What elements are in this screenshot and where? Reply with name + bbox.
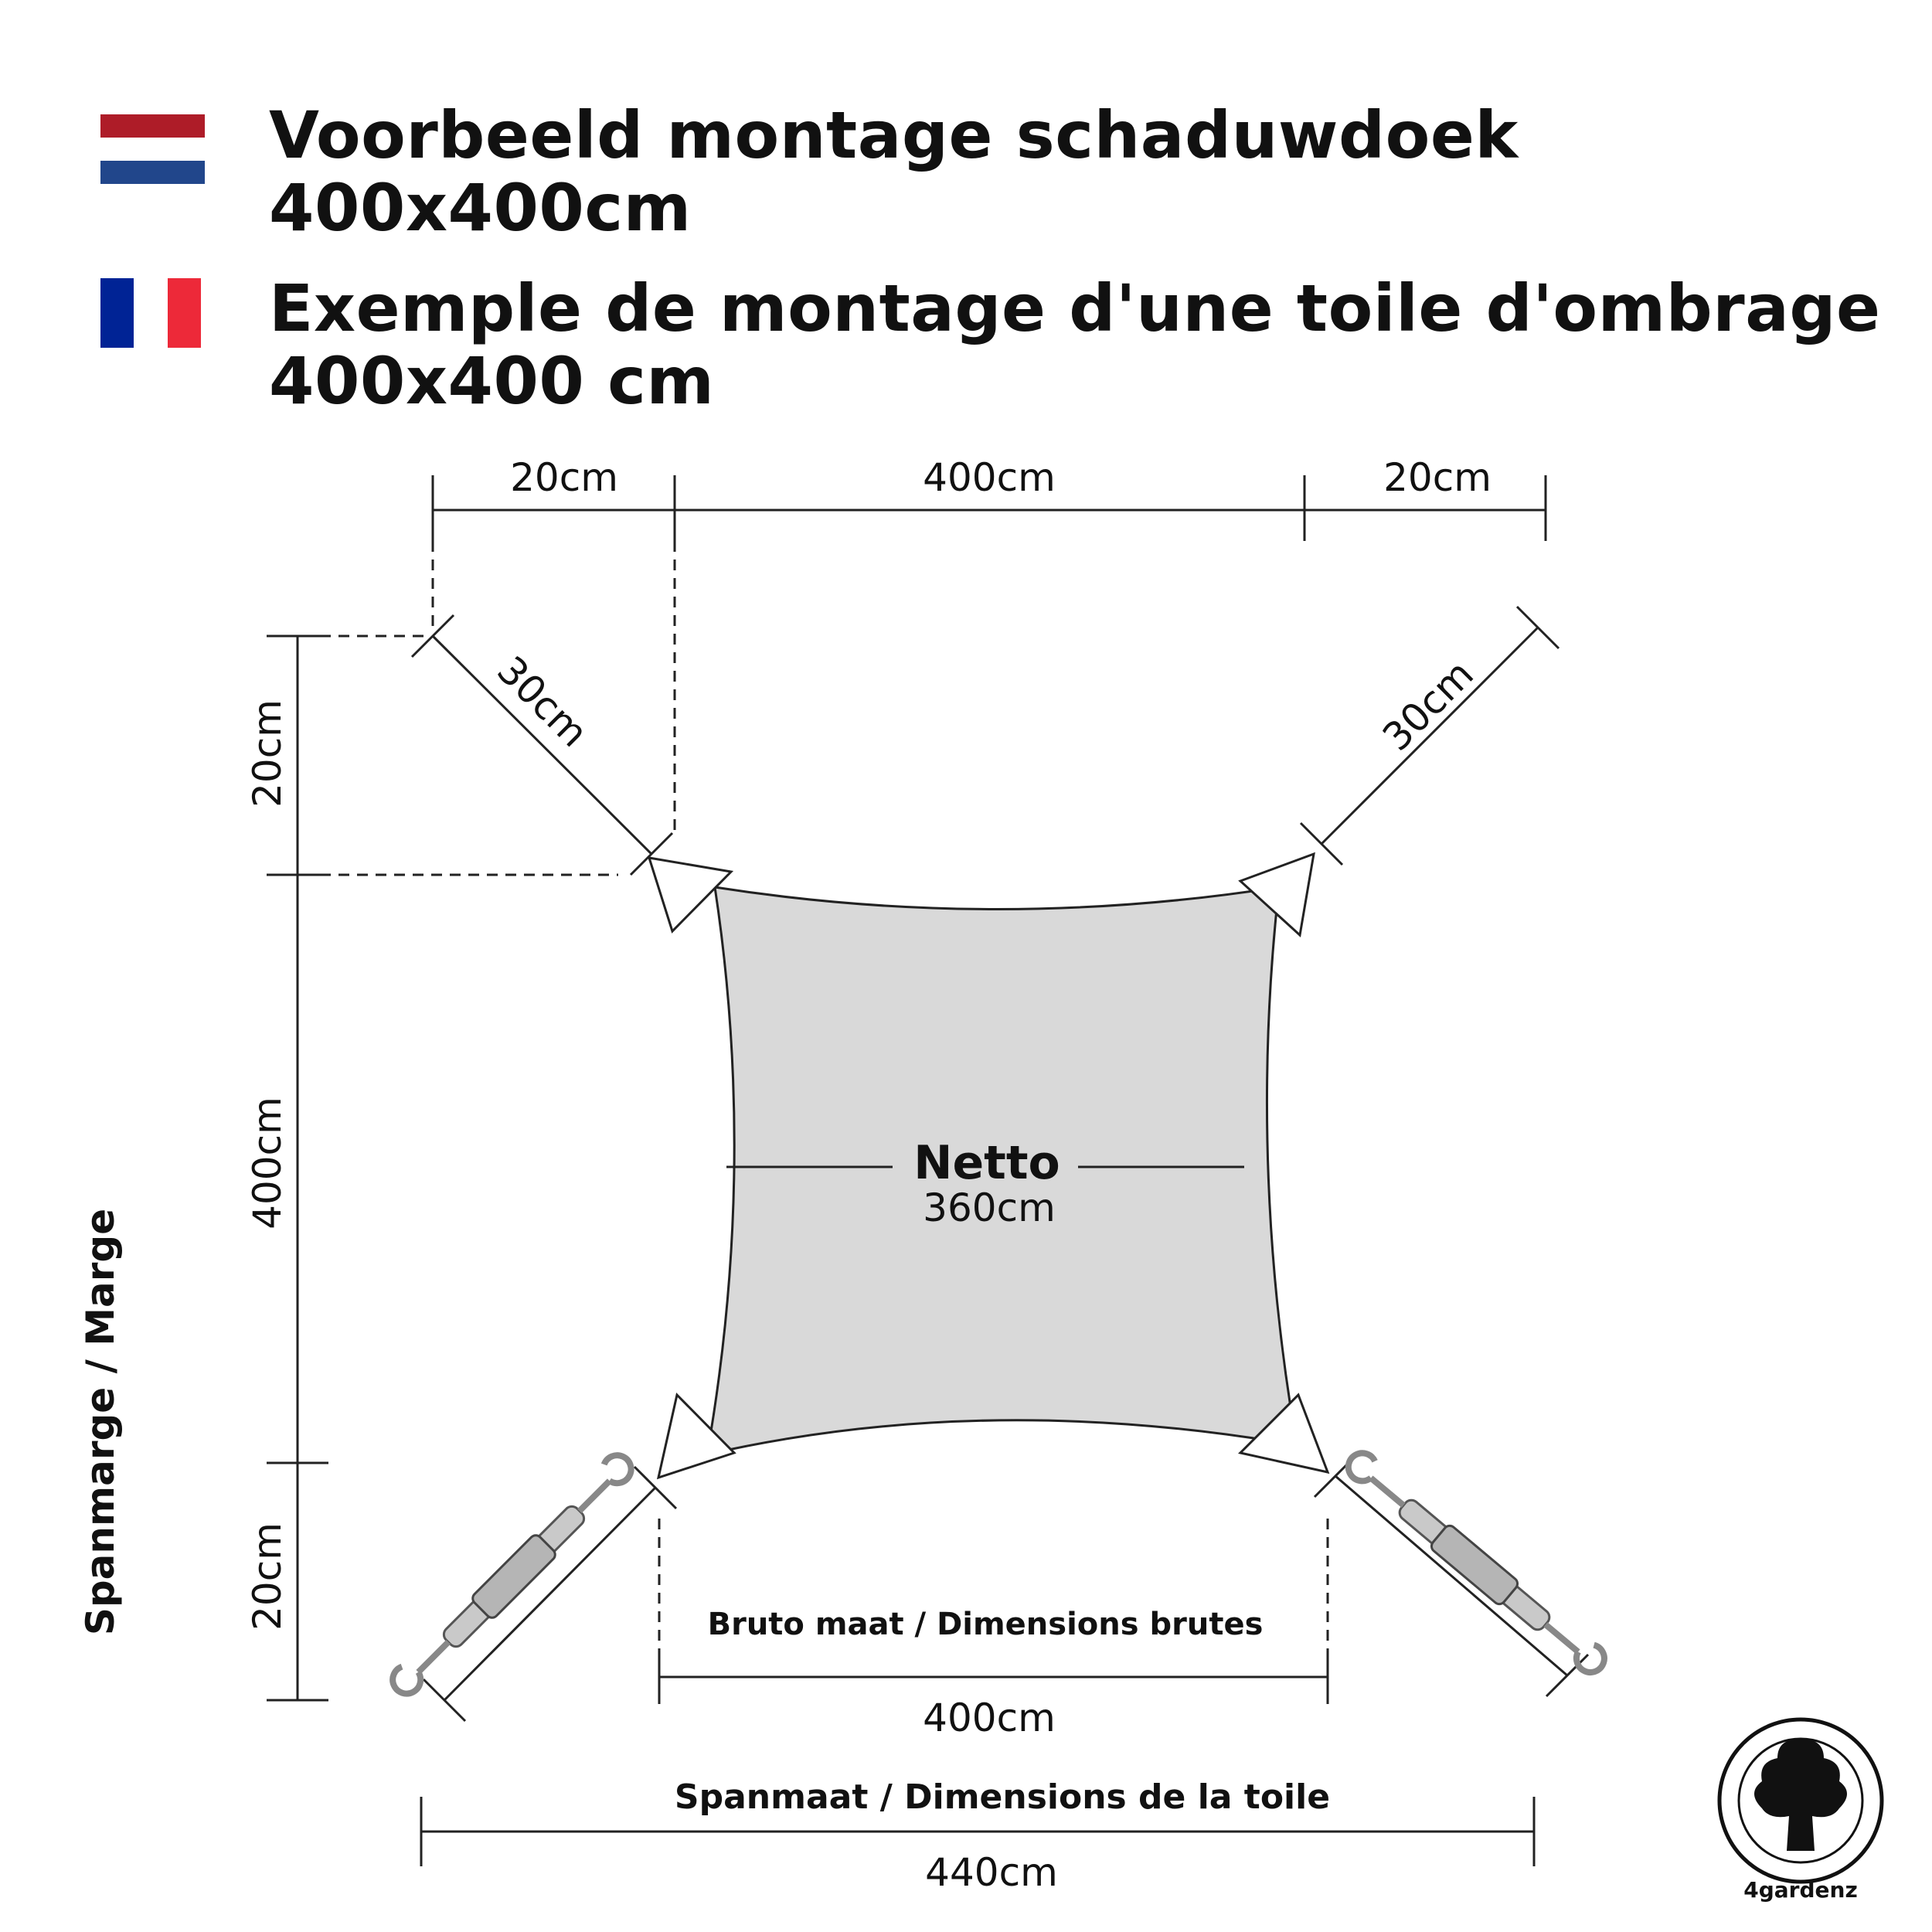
brand-logo <box>1719 1719 1882 1903</box>
label-bruto: Bruto maat / Dimensions brutes <box>707 1607 1264 1642</box>
label-span-value: 440cm <box>925 1850 1058 1895</box>
label-diag-top-left: 30cm <box>488 648 597 756</box>
label-top-left-margin: 20cm <box>510 455 618 500</box>
diag-line-top-right <box>1321 628 1538 844</box>
title-french-line2: 400x400 cm <box>269 343 715 419</box>
label-top-width: 400cm <box>923 455 1056 500</box>
label-left-bottom-margin: 20cm <box>245 1522 290 1631</box>
diag-line-bottom-right <box>1335 1476 1567 1675</box>
label-diag-top-right: 30cm <box>1374 651 1482 760</box>
label-top-right-margin: 20cm <box>1383 455 1492 500</box>
label-netto: Netto <box>913 1136 1060 1190</box>
logo-text: 4gardenz <box>1743 1877 1858 1903</box>
turnbuckle-right-icon <box>1340 1447 1610 1682</box>
title-french-line1: Exemple de montage d'une toile d'ombrage <box>269 270 1881 346</box>
label-netto-value: 360cm <box>923 1185 1056 1230</box>
turnbuckle-left-icon <box>387 1450 640 1702</box>
label-bruto-value: 400cm <box>923 1696 1056 1740</box>
title-dutch-line2: 400x400cm <box>269 170 692 246</box>
title-dutch-line1: Voorbeeld montage schaduwdoek <box>269 97 1519 173</box>
label-span: Spanmaat / Dimensions de la toile <box>674 1777 1331 1817</box>
diag-tick-br-2 <box>1546 1655 1588 1696</box>
side-label-spanmarge: Spanmarge / Marge <box>78 1208 123 1636</box>
label-left-top-margin: 20cm <box>245 699 290 808</box>
label-left-height: 400cm <box>245 1097 290 1230</box>
